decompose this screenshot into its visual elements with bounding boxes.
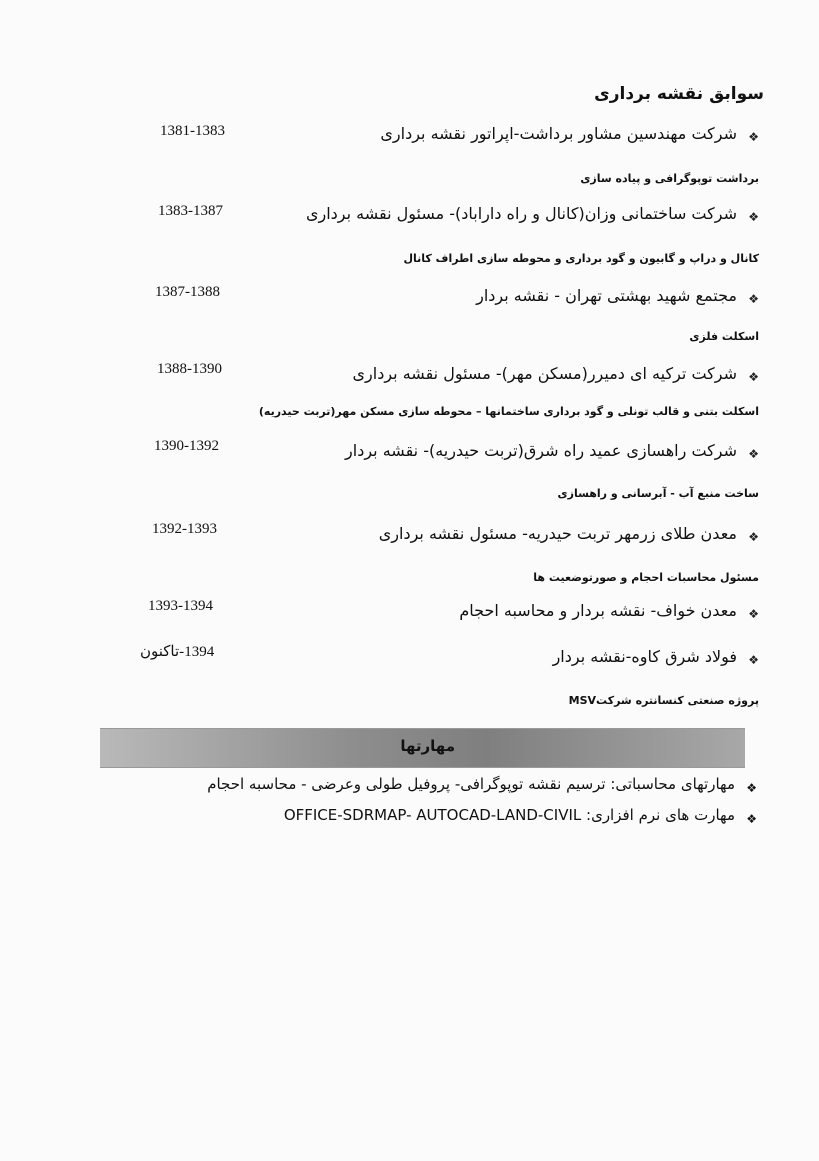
skill-text: مهارتهای محاسباتی: ترسیم نقشه توپوگرافی- پروفیل طولی وعرضی - محاسبه احجام <box>207 775 735 793</box>
job-years: 1383-1387 <box>158 203 223 219</box>
job-description: ساخت منبع آب - آبرسانی و راهسازی <box>557 487 759 500</box>
job-item <box>139 124 759 152</box>
job-title: شرکت راهسازی عمید راه شرق(تربت حیدریه)- نقشه بردار <box>345 441 737 460</box>
job-years: 1394-تاکنون <box>140 644 215 660</box>
job-years: 1387-1388 <box>155 284 220 300</box>
job-item <box>139 647 759 675</box>
job-years: 1392-1393 <box>152 521 217 537</box>
bullet-icon: ❖ <box>748 130 759 144</box>
job-description: پروژه صنعتی کنسانتره شرکتMSV <box>568 694 759 707</box>
job-title: شرکت مهندسین مشاور برداشت-اپراتور نقشه برداری <box>380 124 737 143</box>
job-years: 1381-1383 <box>160 123 225 139</box>
bullet-icon: ❖ <box>748 210 759 224</box>
job-title: مجتمع شهید بهشتی تهران - نقشه بردار <box>476 286 737 305</box>
bullet-icon: ❖ <box>746 781 757 795</box>
skill-item <box>117 806 757 830</box>
section-title: سوابق نقشه برداری <box>594 84 764 104</box>
bullet-icon: ❖ <box>746 812 757 826</box>
skill-text: مهارت های نرم افزاری: OFFICE-SDRMAP- AUTOCAD-LAND-CIVIL <box>283 806 735 824</box>
job-years: 1393-1394 <box>148 598 213 614</box>
job-years: 1388-1390 <box>157 361 222 377</box>
job-description: اسکلت بتنی و قالب تونلی و گود برداری ساختمانها – محوطه سازی مسکن مهر(تربت حیدریه) <box>258 405 759 418</box>
job-title: معدن طلای زرمهر تربت حیدریه- مسئول نقشه برداری <box>378 524 737 543</box>
bullet-icon: ❖ <box>748 653 759 667</box>
skills-header-label: مهارتها <box>400 737 455 755</box>
job-item <box>139 441 759 469</box>
job-title: شرکت ترکیه ای دمیرر(مسکن مهر)- مسئول نقشه برداری <box>352 364 737 383</box>
job-item <box>139 204 759 232</box>
job-title: شرکت ساختمانی وزان(کانال و راه داراباد)- مسئول نقشه برداری <box>305 204 737 223</box>
bullet-icon: ❖ <box>748 530 759 544</box>
bullet-icon: ❖ <box>748 607 759 621</box>
skill-item <box>117 775 757 799</box>
job-description: کانال و دراپ و گابیون و گود برداری و محوطه سازی اطراف کانال <box>403 252 759 265</box>
job-title: معدن خواف- نقشه بردار و محاسبه احجام <box>459 601 737 620</box>
job-description: مسئول محاسبات احجام و صورتوضعیت ها <box>533 571 759 584</box>
skills-header-bar <box>100 728 745 768</box>
bullet-icon: ❖ <box>748 370 759 384</box>
bullet-icon: ❖ <box>748 292 759 306</box>
bullet-icon: ❖ <box>748 447 759 461</box>
job-description: برداشت توپوگرافی و پیاده سازی <box>580 172 759 185</box>
job-item <box>139 524 759 552</box>
job-description: اسکلت فلزی <box>689 330 759 343</box>
job-title: فولاد شرق کاوه-نقشه بردار <box>552 647 737 666</box>
job-item <box>139 286 759 314</box>
job-years: 1390-1392 <box>154 438 219 454</box>
job-item <box>139 601 759 629</box>
job-item <box>139 364 759 392</box>
